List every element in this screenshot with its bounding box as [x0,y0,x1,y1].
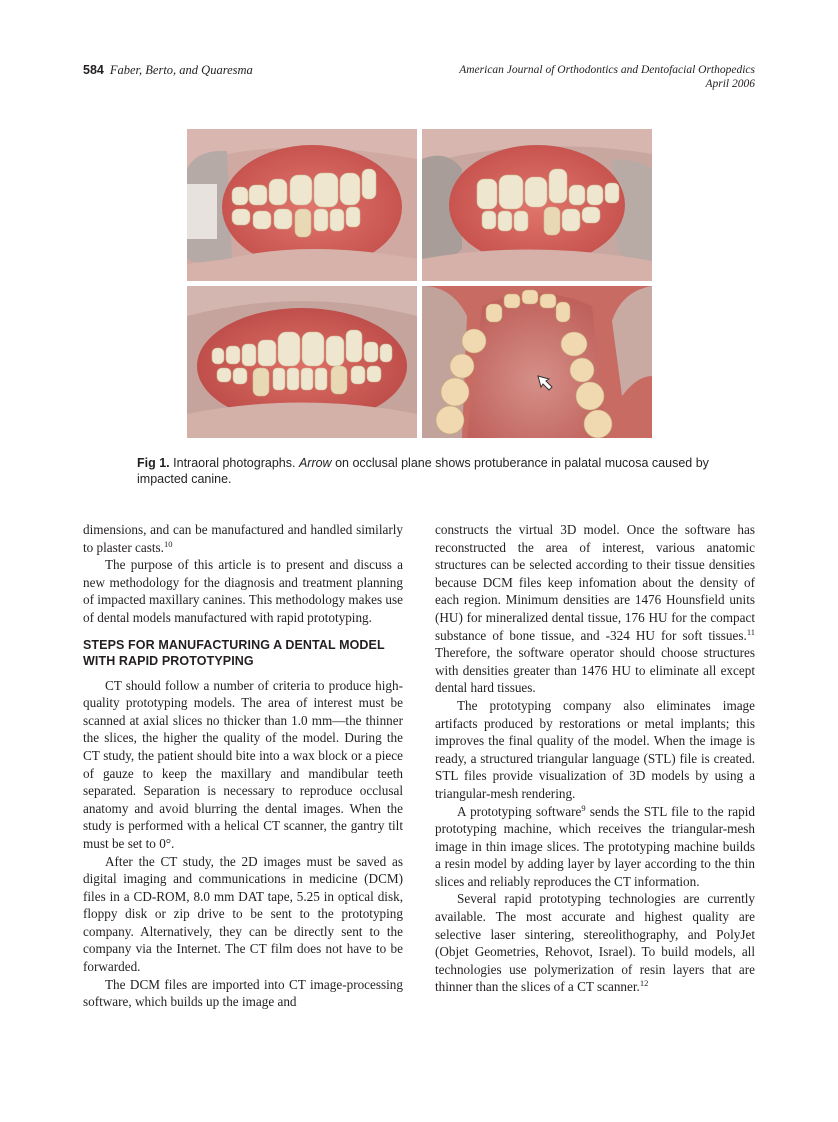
paragraph: The prototyping company also eliminates image artifacts produced by restorations or metal implants; this improves the final quality of the model. When the image is ready, a structured triangular language (STL) file is created. STL files provide visualization of 3D models by using a triangular-mesh rendering. [435,697,755,801]
arrow-icon [536,374,554,392]
paragraph: constructs the virtual 3D model. Once the software has reconstructed the area of interest, various anatomic structures can be selected according to their tissue densities because DCM files keep infomation about the density of each region. Minimum densities are 1476 Hounsfield units (HU) for mineralized dental tissue, 176 HU for the compact substance of bone tissue, and -324 HU for soft tissues.$^{11}$ Therefore, the software operator should choose structures with densities greater than 1476 HU to eliminate all except dental hard tissues. [435,522,755,696]
left-lateral-occlusion-photo [422,129,652,281]
citation-ref[interactable]: 12 [639,978,649,989]
maxillary-occlusal-photo [422,286,652,438]
running-header-left [83,63,253,78]
caption-text-1: Intraoral photographs. [173,456,296,470]
running-header-authors: Faber, Berto, and Quaresma [109,63,253,77]
caption-italic: Arrow [298,456,332,470]
paragraph: Several rapid prototyping technologies are currently available. The most accurate and highest quality are selective laser sintering, stereolithography, and PolyJet (Objet Geometries, Rehovot, Israel). To build models, all technologies use polymerization of resin layers that are thinner than the slices of a CT scanner.$^{12}$ [435,891,755,995]
figure-caption [137,455,717,487]
paragraph: CT should follow a number of criteria to produce high-quality prototyping models. The area of interest must be scanned at axial slices no thicker than 1.0 mm—the thinner the slices, the higher the quality of the model. During the CT study, the patient should bite into a wax block or a piece of gauze to keep the maxillary and mandibular teeth separated. Separation is necessary to reproduce occlusal anatomy and avoid blurring the dental images. When the study is performed with a helical CT scanner, the gantry tilt must be set to 0°. [83,677,403,851]
issue-date: April 2006 [705,78,755,90]
paragraph: The DCM files are imported into CT image-processing software, which builds up the image and [83,976,403,1010]
paragraph: The purpose of this article is to present and discuss a new methodology for the diagnosis and treatment planning of impacted maxillary canines. This methodology makes use of dental models manufactured with rapid prototyping. [83,557,403,625]
paragraph: After the CT study, the 2D images must be saved as digital imaging and communications in medicine (DCM) files in a CD-ROM, 8.0 mm DAT tape, 5.25 in optical disk, floppy disk or zip drive to be sent to the prototyping company. Alternatively, they can be directly sent to the company via the Internet. The CT film does not have to be forwarded. [83,853,403,975]
paragraph: dimensions, and can be manufactured and handled similarly to plaster casts.$^{10}$ [83,522,403,555]
caption-text-2: on occlusal plane shows protuberance in palatal mucosa caused by impacted canine. [137,456,709,486]
frontal-occlusion-photo [187,286,417,438]
section-heading: STEPS FOR MANUFACTURING A DENTAL MODEL WITH RAPID PROTOTYPING [83,637,385,668]
paragraph: A prototyping software$^9$ sends the STL file to the rapid prototyping machine, which receives the triangular-mesh image in thin image slices. The prototyping machine builds a resin model by adding layer by layer according to the thin slices and reliably reproduces the CT information. [435,802,755,889]
citation-ref[interactable]: 10 [163,538,173,549]
right-lateral-occlusion-photo [187,129,417,281]
running-header-right [459,63,755,91]
journal-title: American Journal of Orthodontics and Dentofacial Orthopedics [459,64,755,76]
citation-ref[interactable]: 9 [581,802,586,813]
figure-label: Fig 1. [137,456,170,470]
right-column [435,521,755,996]
figure-1 [187,129,652,438]
left-column [83,521,403,1011]
page-number: 584 [83,63,104,77]
citation-ref[interactable]: 11 [746,626,755,637]
